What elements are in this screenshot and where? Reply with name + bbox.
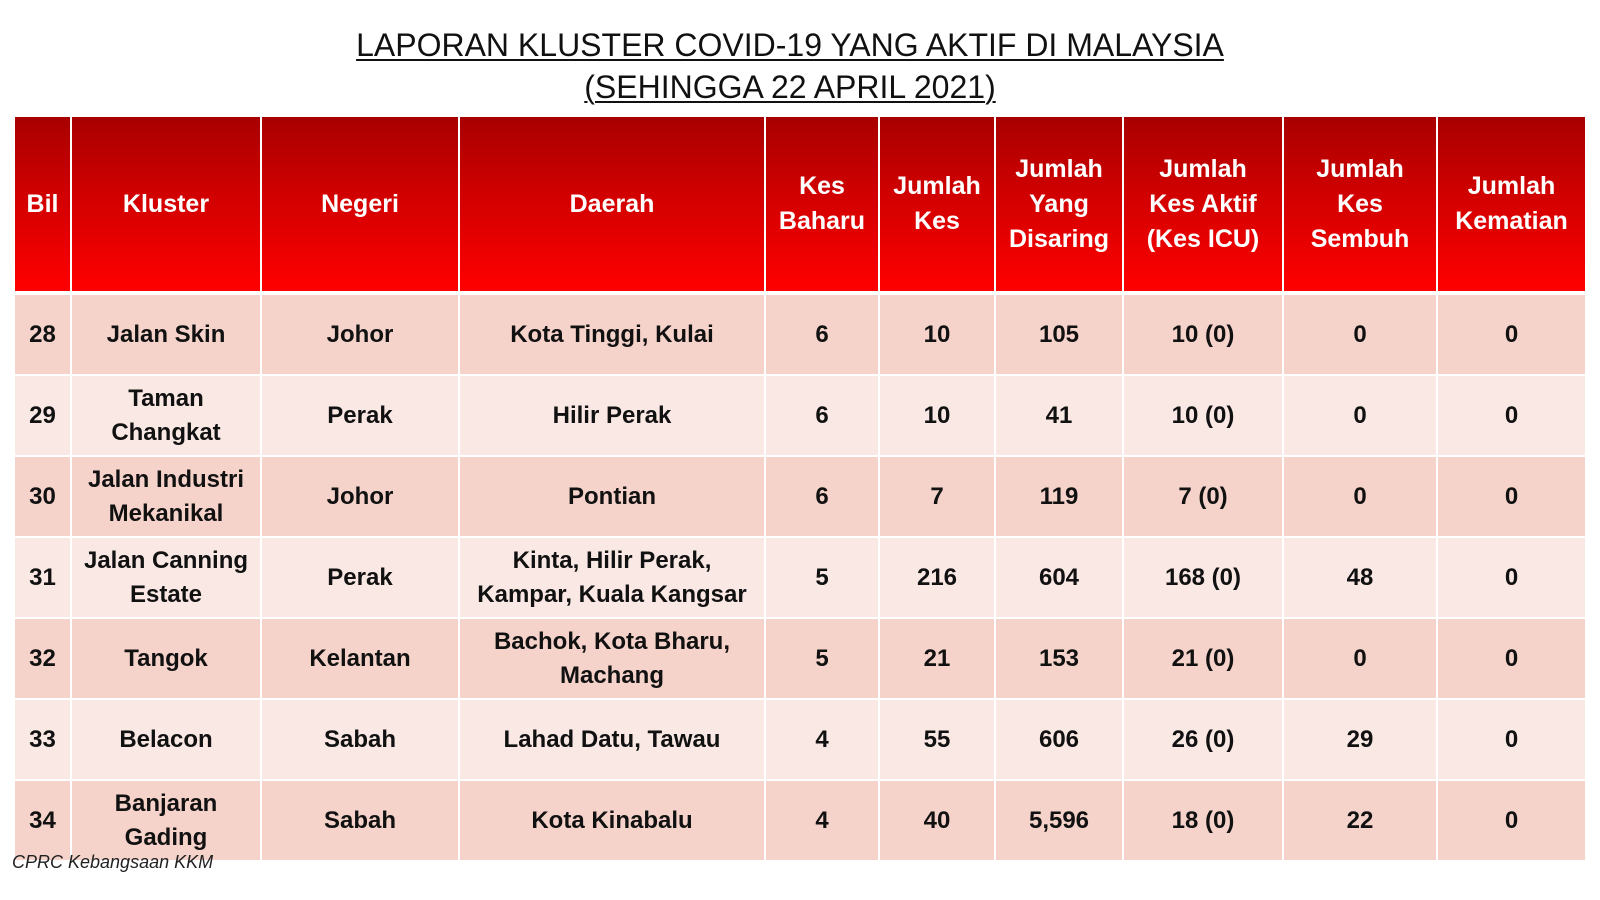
cell-sembuh: 0: [1283, 618, 1437, 699]
cell-sembuh: 22: [1283, 780, 1437, 861]
cell-kematian: 0: [1437, 780, 1585, 861]
cell-kluster: Tangok: [71, 618, 261, 699]
cell-aktif: 168 (0): [1123, 537, 1283, 618]
cell-daerah: Kota Tinggi, Kulai: [459, 293, 765, 375]
source-note: CPRC Kebangsaan KKM: [12, 852, 214, 872]
cell-jumlah-kes: 10: [879, 293, 995, 375]
cell-negeri: Perak: [261, 375, 459, 456]
cell-daerah: Lahad Datu, Tawau: [459, 699, 765, 780]
cell-negeri: Johor: [261, 293, 459, 375]
table-row: [15, 537, 1585, 618]
cell-disaring: 119: [995, 456, 1123, 537]
cell-aktif: 7 (0): [1123, 456, 1283, 537]
table-row: [15, 456, 1585, 537]
header-jumlah-kes: Jumlah Kes: [879, 117, 995, 293]
header-jumlah-kes-aktif: Jumlah Kes Aktif (Kes ICU): [1123, 117, 1283, 293]
cell-negeri: Sabah: [261, 699, 459, 780]
table-header-row: [15, 117, 1585, 293]
cell-jumlah-kes: 40: [879, 780, 995, 861]
cell-kematian: 0: [1437, 456, 1585, 537]
table-row: [15, 699, 1585, 780]
title-line-2: (SEHINGGA 22 APRIL 2021): [584, 69, 996, 105]
cell-disaring: 153: [995, 618, 1123, 699]
cell-kematian: 0: [1437, 375, 1585, 456]
cell-aktif: 10 (0): [1123, 375, 1283, 456]
table-row: [15, 780, 1585, 861]
cell-negeri: Johor: [261, 456, 459, 537]
cell-bil: 33: [15, 699, 71, 780]
cluster-table: [15, 117, 1585, 862]
cell-daerah: Kinta, Hilir Perak, Kampar, Kuala Kangsar: [459, 537, 765, 618]
header-negeri: Negeri: [261, 117, 459, 293]
cell-aktif: 21 (0): [1123, 618, 1283, 699]
header-kluster: Kluster: [71, 117, 261, 293]
cell-jumlah-kes: 10: [879, 375, 995, 456]
cell-kematian: 0: [1437, 699, 1585, 780]
cell-aktif: 18 (0): [1123, 780, 1283, 861]
page-title: [0, 24, 1580, 108]
cell-daerah: Pontian: [459, 456, 765, 537]
cell-daerah: Hilir Perak: [459, 375, 765, 456]
cell-kluster: Jalan Canning Estate: [71, 537, 261, 618]
cell-bil: 28: [15, 293, 71, 375]
header-jumlah-kematian: Jumlah Kematian: [1437, 117, 1585, 293]
cell-jumlah-kes: 21: [879, 618, 995, 699]
cell-sembuh: 29: [1283, 699, 1437, 780]
cell-jumlah-kes: 216: [879, 537, 995, 618]
cell-sembuh: 0: [1283, 293, 1437, 375]
cell-kematian: 0: [1437, 293, 1585, 375]
table-row: [15, 618, 1585, 699]
cell-jumlah-kes: 55: [879, 699, 995, 780]
cell-bil: 29: [15, 375, 71, 456]
cell-negeri: Perak: [261, 537, 459, 618]
cell-kluster: Banjaran Gading: [71, 780, 261, 861]
cell-aktif: 10 (0): [1123, 293, 1283, 375]
cell-bil: 34: [15, 780, 71, 861]
cell-sembuh: 0: [1283, 375, 1437, 456]
table-row: [15, 375, 1585, 456]
header-jumlah-kes-sembuh: Jumlah Kes Sembuh: [1283, 117, 1437, 293]
cell-disaring: 105: [995, 293, 1123, 375]
cell-bil: 32: [15, 618, 71, 699]
header-kes-baharu: Kes Baharu: [765, 117, 879, 293]
cell-kes-baharu: 5: [765, 618, 879, 699]
header-jumlah-disaring: Jumlah Yang Disaring: [995, 117, 1123, 293]
cell-jumlah-kes: 7: [879, 456, 995, 537]
cell-disaring: 5,596: [995, 780, 1123, 861]
cell-disaring: 606: [995, 699, 1123, 780]
cell-sembuh: 0: [1283, 456, 1437, 537]
cell-aktif: 26 (0): [1123, 699, 1283, 780]
header-daerah: Daerah: [459, 117, 765, 293]
header-bil: Bil: [15, 117, 71, 293]
cell-kematian: 0: [1437, 537, 1585, 618]
cell-kluster: Jalan Industri Mekanikal: [71, 456, 261, 537]
cell-sembuh: 48: [1283, 537, 1437, 618]
cell-kluster: Belacon: [71, 699, 261, 780]
cell-kes-baharu: 5: [765, 537, 879, 618]
cell-disaring: 41: [995, 375, 1123, 456]
cell-kes-baharu: 6: [765, 456, 879, 537]
cell-kes-baharu: 4: [765, 780, 879, 861]
cell-disaring: 604: [995, 537, 1123, 618]
cell-kes-baharu: 6: [765, 293, 879, 375]
cell-bil: 31: [15, 537, 71, 618]
cell-kes-baharu: 4: [765, 699, 879, 780]
title-line-1: LAPORAN KLUSTER COVID-19 YANG AKTIF DI MALAYSIA: [356, 27, 1224, 63]
cell-kes-baharu: 6: [765, 375, 879, 456]
cell-daerah: Kota Kinabalu: [459, 780, 765, 861]
cell-daerah: Bachok, Kota Bharu, Machang: [459, 618, 765, 699]
cell-negeri: Sabah: [261, 780, 459, 861]
cell-negeri: Kelantan: [261, 618, 459, 699]
cell-kematian: 0: [1437, 618, 1585, 699]
table-row: [15, 293, 1585, 375]
cell-kluster: Jalan Skin: [71, 293, 261, 375]
cell-bil: 30: [15, 456, 71, 537]
cell-kluster: Taman Changkat: [71, 375, 261, 456]
